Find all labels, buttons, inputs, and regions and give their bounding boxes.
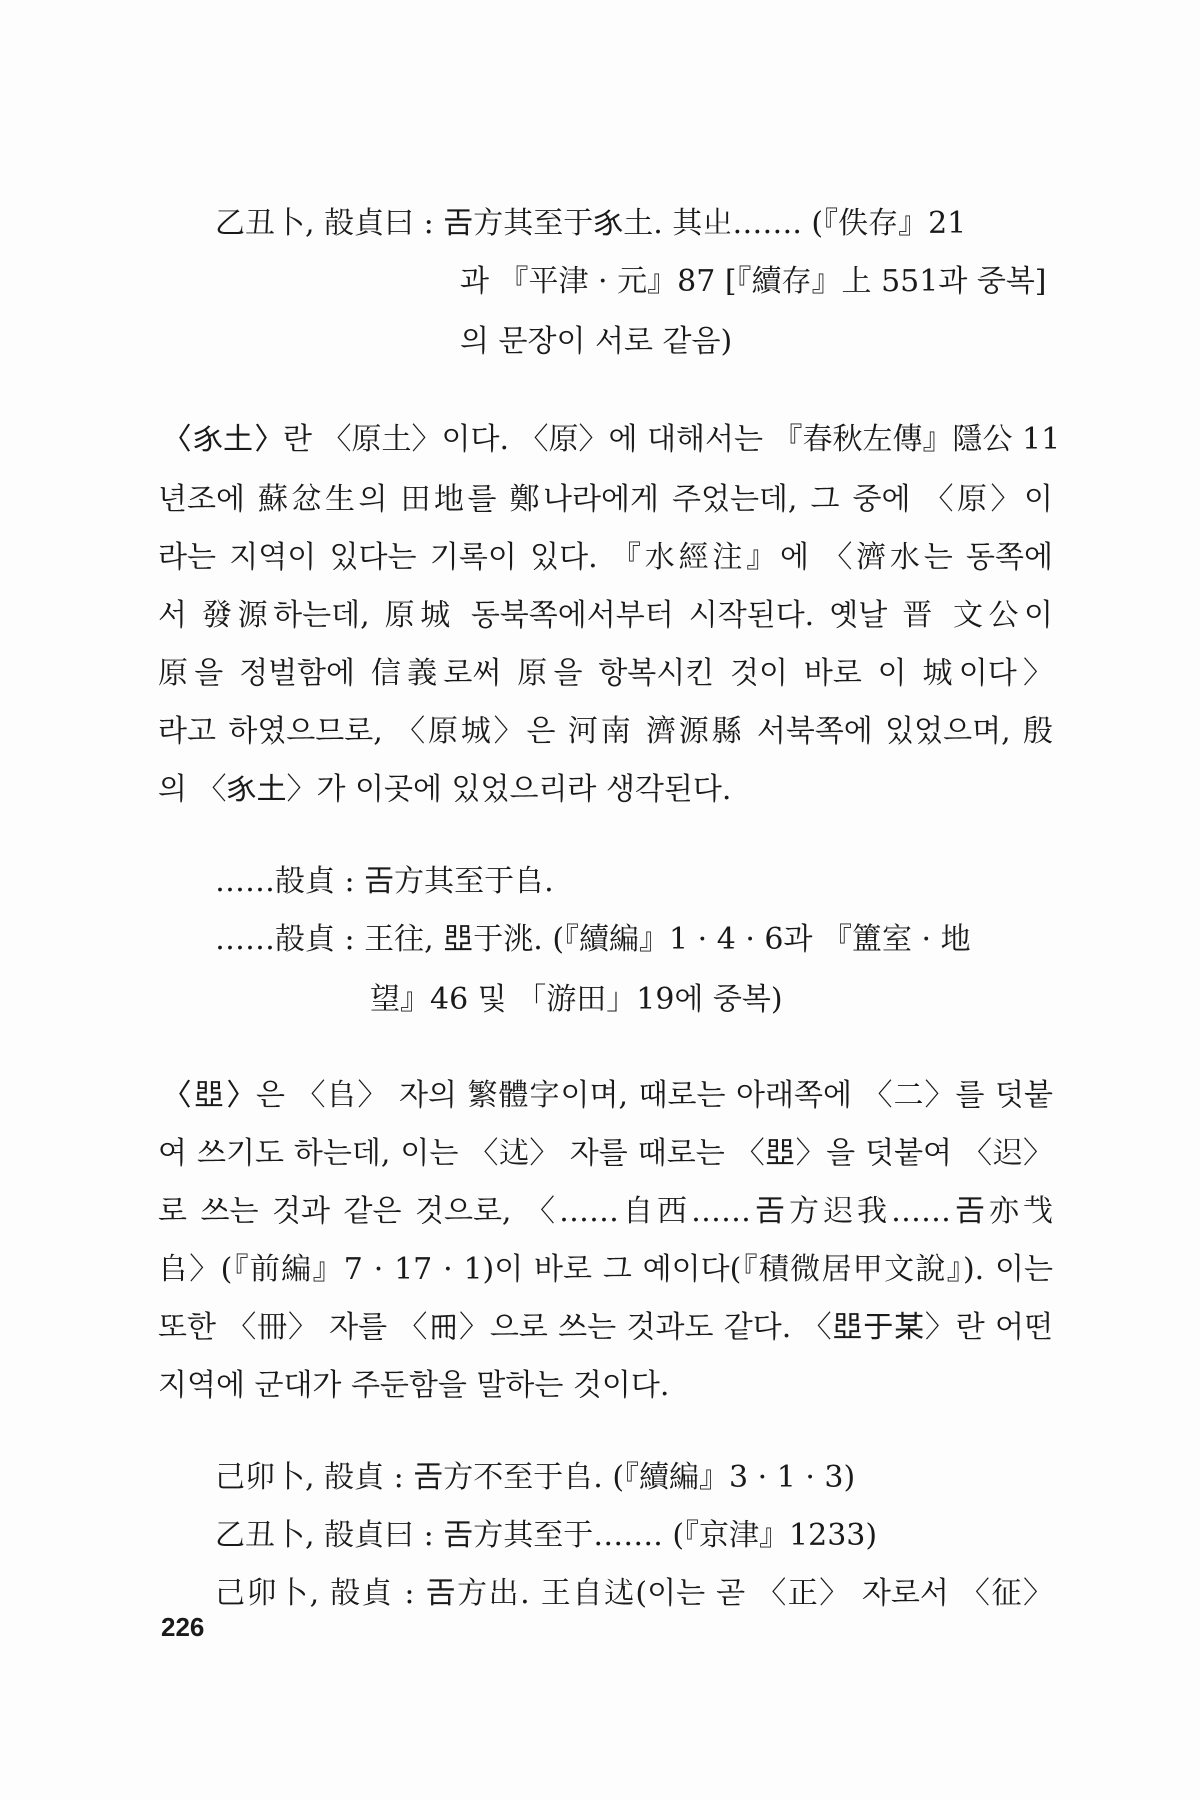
paragraph-line: 〈𧰨土〉란 〈原土〉이다. 〈原〉에 대해서는 『春秋左傳』隱公 11 bbox=[163, 422, 1061, 457]
paragraph-line: 여 쓰기도 하는데, 이는 〈𨑫〉 자를 때로는 〈𠁁〉을 덧붙여 〈𨒅〉 bbox=[158, 1136, 1053, 1171]
paragraph-line: 서 發源하는데, 原城 동북쪽에서부터 시작된다. 옛날 晋 文公이 bbox=[158, 598, 1053, 633]
paragraph-line: 로 쓰는 것과 같은 것으로, 〈……自西……𢀛方𨒅我……𢀛亦𢦏 bbox=[158, 1194, 1053, 1229]
inscription-line: 乙丑卜, 㱿貞曰 : 𢀛方其至于𧰨土. 其𡳿……. (『佚存』21 bbox=[215, 206, 967, 241]
paragraph-line: 의 〈𧰨土〉가 이곳에 있었으리라 생각된다. bbox=[158, 772, 732, 807]
paragraph-line: 년조에 蘇忿生의 田地를 鄭나라에게 주었는데, 그 중에 〈原〉이 bbox=[158, 482, 1053, 517]
paragraph-line: 原을 정벌함에 信義로써 原을 항복시킨 것이 바로 이 城이다〉 bbox=[158, 656, 1053, 691]
inscription-line: 과 『平津 · 元』87 [『續存』上 551과 중복] bbox=[460, 264, 1047, 299]
paragraph-line: 𠂤〉(『前編』7 · 17 · 1)이 바로 그 예이다(『積微居甲文說』). 이는 bbox=[158, 1252, 1053, 1287]
inscription-line: 己卯卜, 㱿貞 : 𢀛方不至于𠂤. (『續編』3 · 1 · 3) bbox=[215, 1460, 856, 1495]
inscription-line: ……㱿貞 : 𢀛方其至于𠂤. bbox=[215, 864, 554, 899]
page-number: 226 bbox=[161, 1612, 205, 1642]
paragraph-line: 지역에 군대가 주둔함을 말하는 것이다. bbox=[158, 1368, 670, 1403]
inscription-line: 의 문장이 서로 같음) bbox=[460, 324, 733, 359]
inscription-line: 乙丑卜, 㱿貞曰 : 𢀛方其至于……. (『京津』1233) bbox=[215, 1518, 878, 1553]
paragraph-line: 라고 하였으므로, 〈原城〉은 河南 濟源縣 서북쪽에 있었으며, 殷 bbox=[158, 714, 1053, 749]
paragraph-line: 또한 〈冊〉 자를 〈𠕁〉으로 쓰는 것과도 같다. 〈𠁁于某〉란 어떤 bbox=[158, 1310, 1053, 1345]
inscription-line: 己卯卜, 㱿貞 : 𢀛方出. 王自𨑫(이는 곧 〈正〉 자로서 〈征〉 bbox=[215, 1576, 1053, 1611]
inscription-line: 望』46 및 「游田」19에 중복) bbox=[370, 982, 783, 1017]
paragraph-line: 라는 지역이 있다는 기록이 있다. 『水經注』에 〈濟水는 동쪽에 bbox=[158, 540, 1053, 575]
paragraph-line: 〈𠁁〉은 〈𠂤〉 자의 繁體字이며, 때로는 아래쪽에 〈二〉를 덧붙 bbox=[163, 1078, 1053, 1113]
inscription-line: ……㱿貞 : 王往, 𠁁于洮. (『續編』1 · 4 · 6과 『簠室 · 地 bbox=[215, 922, 971, 957]
